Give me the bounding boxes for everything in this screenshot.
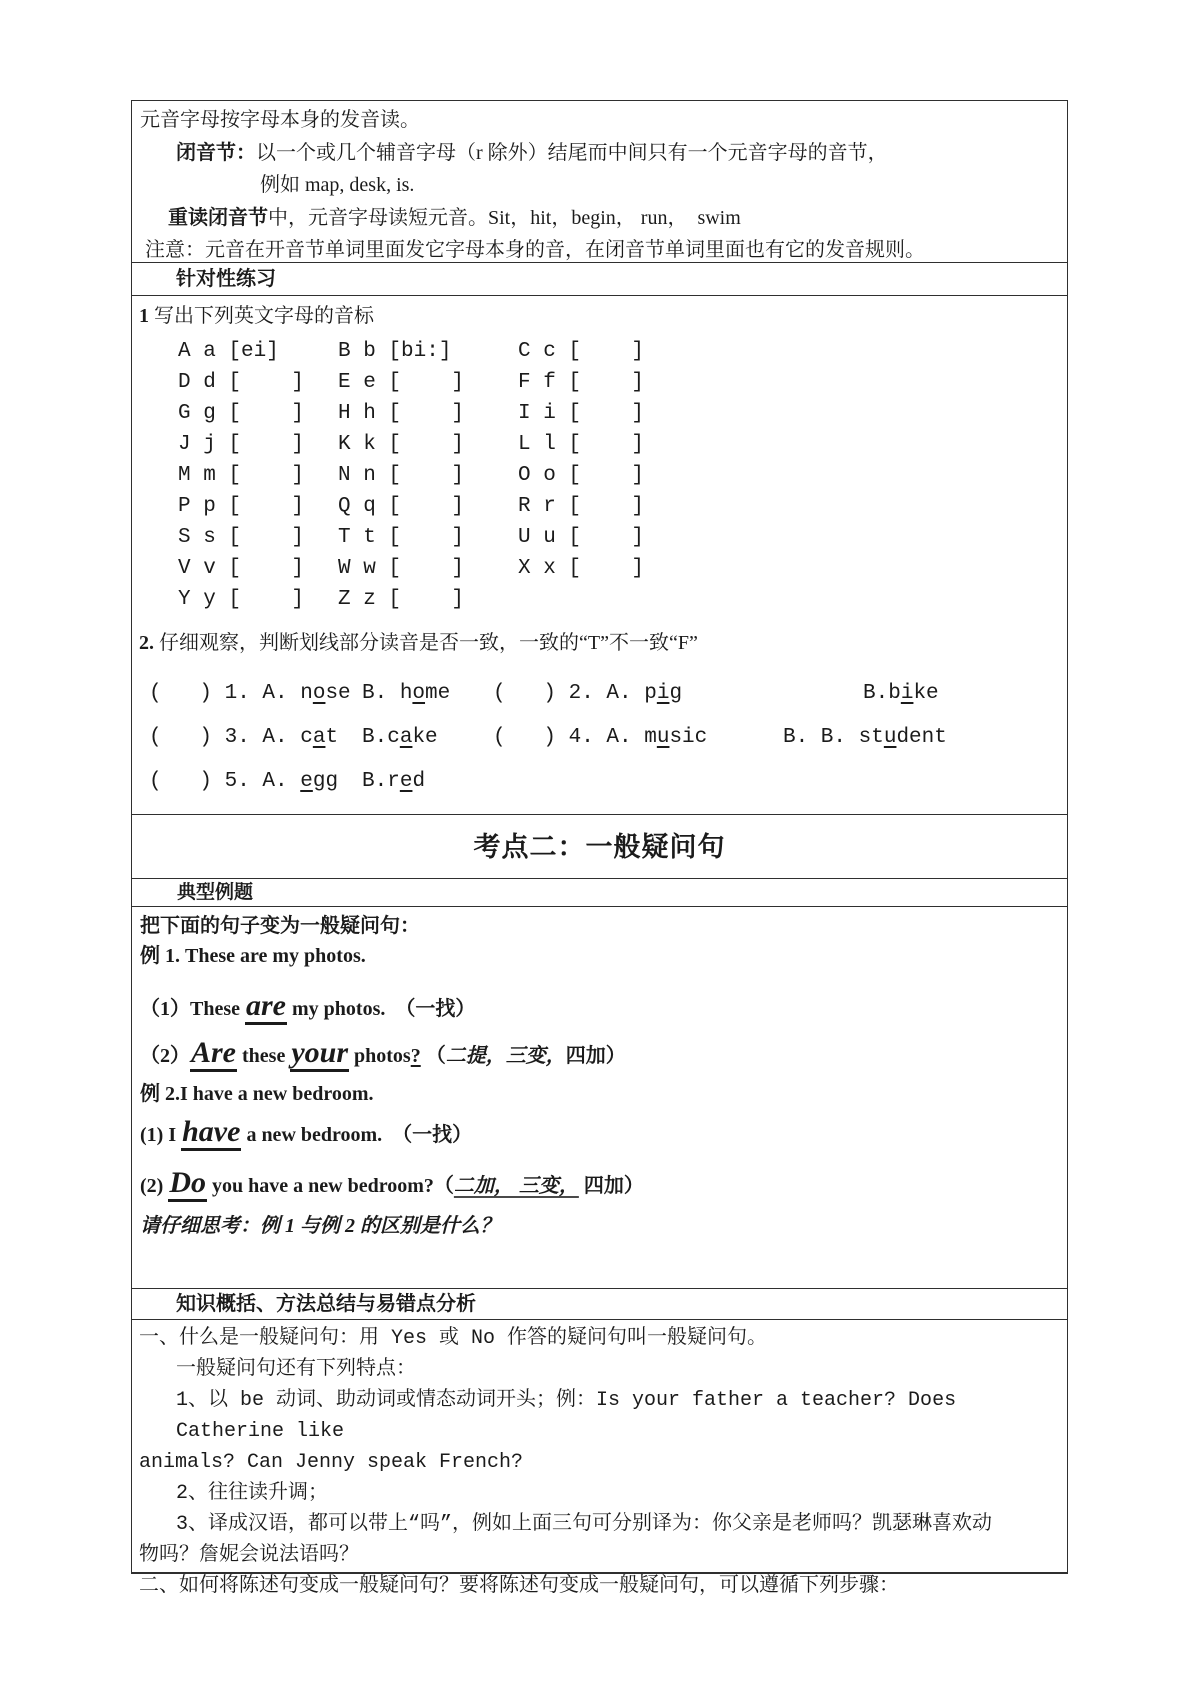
- underlined-letter: i: [656, 682, 670, 705]
- item-label: B.: [863, 682, 889, 705]
- word-part: t: [325, 726, 339, 749]
- underlined-letter: o: [312, 682, 326, 705]
- letter-cell: A a [ei]: [178, 340, 279, 363]
- topic-heading: 考点二：一般疑问句: [132, 815, 1067, 879]
- word-part: c: [387, 726, 400, 749]
- letter-cell: S s [ ]: [178, 526, 305, 549]
- letter-cell: K k [ ]: [338, 433, 465, 456]
- letter-cell: T t [ ]: [338, 526, 465, 549]
- exercise1-title: [132, 296, 1067, 331]
- analysis-line: animals? Can Jenny speak French?: [139, 1451, 524, 1474]
- phonetic-letter-grid: [132, 336, 1067, 615]
- underlined-letter: i: [900, 682, 914, 705]
- exercise2-number: 2.: [139, 632, 154, 654]
- item-label: ( ) 1. A.: [149, 682, 301, 705]
- analysis-line: 2、往往读升调；: [176, 1482, 329, 1505]
- intro-line3: 例如 map, desk, is.: [260, 174, 415, 196]
- letter-row: [132, 367, 1067, 398]
- italic-steps-note: 二提，三变，: [445, 1045, 566, 1067]
- letter-cell: E e [ ]: [338, 371, 465, 394]
- exercise2-title-text: 仔细观察，判断划线部分读音是否一致，一致的“T”不一致“F”: [154, 632, 698, 654]
- underlined-letter: o: [412, 682, 426, 705]
- letter-cell: Z z [ ]: [338, 588, 465, 611]
- letter-cell: X x [ ]: [518, 557, 645, 580]
- word-part: h: [399, 682, 413, 705]
- letter-row: [132, 584, 1067, 615]
- word-part: n: [300, 682, 313, 705]
- item-label: ( ) 2. A.: [493, 682, 645, 705]
- highlighted-word: your: [290, 1036, 349, 1072]
- underlined-letter: u: [883, 726, 897, 749]
- item-label: B.: [362, 770, 388, 793]
- judge-row-2: [132, 716, 1067, 760]
- section-header-examples: 典型例题: [132, 879, 1067, 907]
- analysis-line: 二、如何将陈述句变成一般疑问句？要将陈述句变成一般疑问句，可以遵循下列步骤：: [139, 1575, 899, 1598]
- example2-sentence: 例 2.I have a new bedroom.: [140, 1083, 374, 1105]
- judge-item: [149, 672, 362, 716]
- judge-row-3: [132, 760, 1067, 804]
- text-segment: a new bedroom. （一找）: [241, 1124, 473, 1146]
- examples-cell: [132, 907, 1067, 1289]
- example1-sentence: 例 1. These are my photos.: [140, 945, 366, 967]
- example1-step1: [132, 991, 1067, 1024]
- letter-cell: M m [ ]: [178, 464, 305, 487]
- judge-item: [149, 716, 362, 760]
- item-label: ( ) 5. A.: [149, 770, 301, 793]
- word-part: st: [858, 726, 884, 749]
- underlined-letter: a: [399, 726, 413, 749]
- text-segment: （1）These: [140, 998, 245, 1020]
- word-part: ke: [412, 726, 438, 749]
- text-segment: （: [420, 1045, 446, 1067]
- word-part: ke: [913, 682, 939, 705]
- text-segment: （2）: [140, 1045, 190, 1067]
- item-label: ( ) 3. A.: [149, 726, 301, 749]
- text-segment: you have a new bedroom?（: [207, 1175, 454, 1197]
- highlighted-verb: have: [181, 1115, 241, 1151]
- intro-note: 注意：元音在开音节单词里面发它字母本身的音，在闭音节单词里面也有它的发音规则。: [145, 239, 925, 261]
- intro-line1: 元音字母按字母本身的发音读。: [140, 109, 420, 131]
- exercises-cell: [132, 296, 1067, 815]
- worksheet-table: [131, 100, 1068, 1598]
- exercise2-title: [132, 615, 1067, 658]
- judge-item: [493, 716, 783, 760]
- text-segment: 四加）: [565, 1045, 626, 1067]
- item-label: B. B.: [783, 726, 859, 749]
- section-header-summary: 知识概括、方法总结与易错点分析: [132, 1289, 1067, 1320]
- analysis-line: 一般疑问句还有下列特点：: [176, 1358, 416, 1381]
- text-segment: 四加）: [578, 1175, 644, 1197]
- examples-instruction: 把下面的句子变为一般疑问句：: [140, 915, 420, 937]
- judge-item: [863, 672, 939, 716]
- text-segment: (2): [140, 1175, 169, 1197]
- letter-cell: Q q [ ]: [338, 495, 465, 518]
- text-segment: (1) I: [140, 1124, 182, 1146]
- letter-cell: P p [ ]: [178, 495, 305, 518]
- highlighted-verb: Are: [190, 1036, 237, 1072]
- highlighted-verb: are: [245, 989, 287, 1025]
- term-closed-syllable: 闭音节：: [176, 141, 256, 164]
- letter-row: [132, 553, 1067, 584]
- judge-item: [362, 760, 425, 804]
- reflection-question: 请仔细思考：例 1 与例 2 的区别是什么？: [140, 1215, 500, 1237]
- text-segment: photos: [349, 1045, 411, 1067]
- judge-item: [493, 672, 863, 716]
- judge-item: [783, 716, 947, 760]
- intro-line2-rest: 以一个或几个辅音字母（r 除外）结尾而中间只有一个元音字母的音节，: [256, 141, 888, 164]
- analysis-line: 一、什么是一般疑问句：用 Yes 或 No 作答的疑问句叫一般疑问句。: [139, 1327, 768, 1350]
- letter-cell: L l [ ]: [518, 433, 645, 456]
- text-segment: my photos. （一找）: [287, 998, 476, 1020]
- example2-step1: [132, 1117, 1067, 1150]
- underlined-steps-note: 二加， 三变，: [453, 1175, 579, 1197]
- item-label: B.: [362, 682, 400, 705]
- word-part: g: [669, 682, 683, 705]
- judge-item: [362, 672, 493, 716]
- item-label: ( ) 4. A.: [493, 726, 645, 749]
- letter-cell: N n [ ]: [338, 464, 465, 487]
- letter-row: [132, 429, 1067, 460]
- word-part: me: [425, 682, 451, 705]
- analysis-line: 1、以 be 动词、助动词或情态动词开头；例：Is your father a teacher? Does Catherine like: [176, 1389, 969, 1443]
- word-part: gg: [312, 770, 339, 793]
- section-header-practice: 针对性练习: [132, 263, 1067, 296]
- underlined-letter: e: [300, 770, 313, 793]
- underlined-letter: u: [656, 726, 670, 749]
- underlined-letter: a: [312, 726, 326, 749]
- word-part: m: [644, 726, 657, 749]
- word-part: d: [412, 770, 426, 793]
- example2-step2: [132, 1168, 1067, 1201]
- intro-line4: [132, 202, 1067, 235]
- letter-cell: H h [ ]: [338, 402, 465, 425]
- example1-step2: [132, 1038, 1067, 1071]
- letter-cell: R r [ ]: [518, 495, 645, 518]
- word-part: b: [888, 682, 901, 705]
- letter-cell: G g [ ]: [178, 402, 305, 425]
- analysis-line: 3、译成汉语，都可以带上“吗”，例如上面三句可分别译为：你父亲是老师吗？凯瑟琳喜欢动: [176, 1513, 993, 1536]
- letter-cell: B b [bi:]: [338, 340, 452, 363]
- judge-item: [149, 760, 362, 804]
- underlined-question-mark: ?: [410, 1045, 421, 1067]
- analysis-cell: [132, 1320, 1067, 1598]
- word-part: c: [300, 726, 313, 749]
- letter-row: [132, 336, 1067, 367]
- letter-cell: C c [ ]: [518, 340, 645, 363]
- letter-row: [132, 522, 1067, 553]
- exercise1-number: 1: [139, 305, 149, 327]
- intro-line4-rest: 中，元音字母读短元音。Sit，hit，begin， run， swim: [268, 206, 741, 229]
- exercise1-title-text: 写出下列英文字母的音标: [149, 305, 374, 327]
- item-label: B.: [362, 726, 388, 749]
- intro-cell: [132, 101, 1067, 263]
- word-part: sic: [669, 726, 708, 749]
- letter-cell: D d [ ]: [178, 371, 305, 394]
- letter-cell: V v [ ]: [178, 557, 305, 580]
- letter-cell: O o [ ]: [518, 464, 645, 487]
- letter-cell: Y y [ ]: [178, 588, 305, 611]
- word-part: se: [325, 682, 351, 705]
- letter-row: [132, 460, 1067, 491]
- letter-cell: W w [ ]: [338, 557, 465, 580]
- word-part: r: [387, 770, 400, 793]
- letter-cell: I i [ ]: [518, 402, 645, 425]
- underlined-letter: e: [399, 770, 413, 793]
- letter-cell: F f [ ]: [518, 371, 645, 394]
- judge-row-1: [132, 672, 1067, 716]
- text-segment: these: [237, 1045, 291, 1067]
- letter-row: [132, 491, 1067, 522]
- word-part: dent: [896, 726, 947, 749]
- letter-row: [132, 398, 1067, 429]
- term-stressed-closed-syllable: 重读闭音节: [168, 206, 268, 229]
- letter-cell: U u [ ]: [518, 526, 645, 549]
- highlighted-auxiliary: Do: [168, 1166, 207, 1202]
- judge-rows: [132, 672, 1067, 804]
- letter-cell: J j [ ]: [178, 433, 305, 456]
- judge-item: [362, 716, 493, 760]
- intro-line2: [132, 137, 1067, 170]
- word-part: p: [644, 682, 657, 705]
- analysis-line: 物吗？詹妮会说法语吗？: [139, 1544, 359, 1567]
